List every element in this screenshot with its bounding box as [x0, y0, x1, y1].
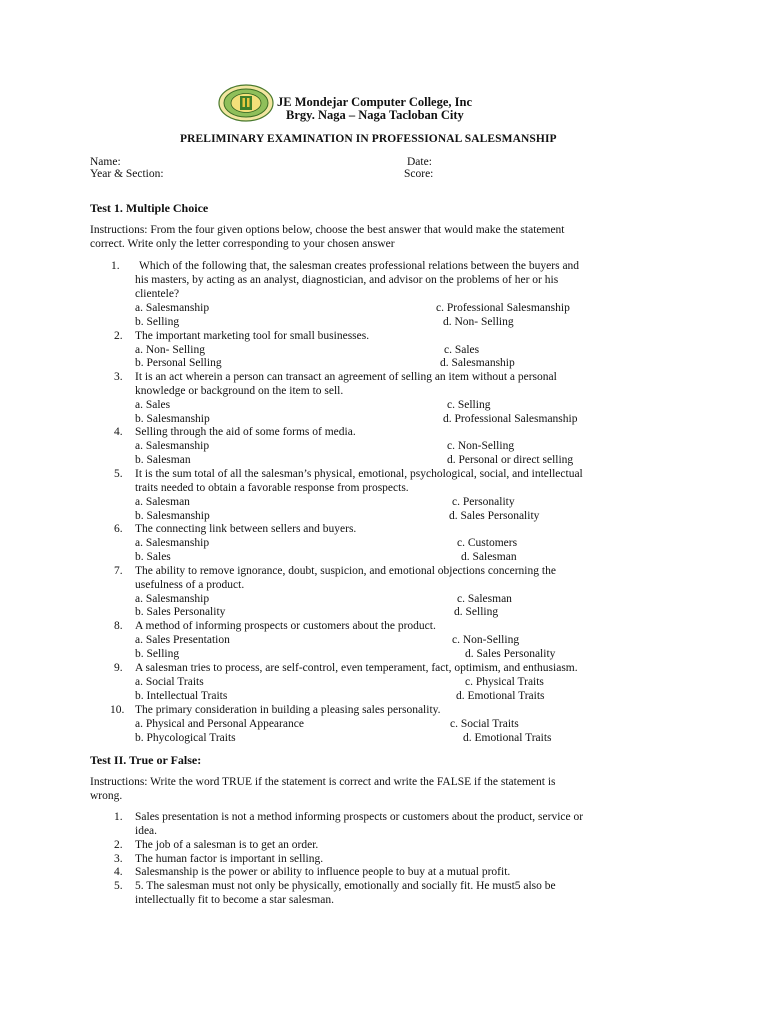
- question-4-text: Selling through the aid of some forms of media.: [135, 426, 356, 438]
- option-c: c. Professional Salesmanship: [436, 302, 570, 314]
- question-8-number: 8.: [114, 620, 123, 632]
- option-d: d. Sales Personality: [449, 510, 540, 522]
- option-b: b. Intellectual Traits: [135, 690, 228, 702]
- option-d: d. Personal or direct selling: [447, 454, 574, 466]
- option-a: a. Salesmanship: [135, 593, 210, 605]
- question-6-text: The connecting link between sellers and buyers.: [135, 523, 357, 535]
- option-d: d. Non- Selling: [443, 316, 514, 328]
- test1-instructions-line1: Instructions: From the four given options below, choose the best answer that would make the statement: [90, 224, 565, 236]
- year-section-label: Year & Section:: [90, 168, 164, 180]
- option-a: a. Salesman: [135, 496, 190, 508]
- question-10-text: The primary consideration in building a pleasing sales personality.: [135, 704, 441, 716]
- option-d: d. Emotional Traits: [456, 690, 545, 702]
- option-d: d. Professional Salesmanship: [443, 413, 578, 425]
- question-7-text: usefulness of a product.: [135, 579, 245, 591]
- option-c: c. Salesman: [457, 593, 512, 605]
- option-a: a. Non- Selling: [135, 344, 205, 356]
- college-address: Brgy. Naga – Naga Tacloban City: [286, 108, 464, 122]
- question-text-line: Which of the following that, the salesman creates professional relations between the buyers and: [139, 260, 580, 272]
- question-text-line: clientele?: [135, 288, 180, 300]
- test2-instructions-line1: Instructions: Write the word TRUE if the statement is correct and write the FALSE if the statement is: [90, 776, 556, 788]
- option-d: d. Emotional Traits: [463, 732, 552, 744]
- option-c: c. Sales: [444, 344, 480, 356]
- option-a: a. Salesmanship: [135, 537, 210, 549]
- option-b: b. Salesman: [135, 454, 191, 466]
- tf-item-3-text: The human factor is important in selling.: [135, 853, 324, 865]
- option-c: c. Personality: [452, 496, 515, 508]
- question-5-number: 5.: [114, 468, 123, 480]
- question-7-text: The ability to remove ignorance, doubt, suspicion, and emotional objections concerning the: [135, 565, 556, 577]
- college-seal-logo: [218, 84, 274, 122]
- option-c: c. Non-Selling: [447, 440, 515, 452]
- question-2-text: The important marketing tool for small businesses.: [135, 330, 370, 342]
- option-b: b. Sales: [135, 551, 171, 563]
- question-5-text: It is the sum total of all the salesman’s physical, emotional, psychological, social, and intellectual: [135, 468, 583, 480]
- option-d: d. Salesmanship: [440, 357, 515, 369]
- option-d: d. Salesman: [461, 551, 517, 563]
- question-4-number: 4.: [114, 426, 123, 438]
- tf-item-2-text: The job of a salesman is to get an order.: [135, 839, 319, 851]
- college-name: JE Mondejar Computer College, Inc: [277, 95, 473, 109]
- question-10-number: 10.: [110, 704, 125, 716]
- tf-item-2-number: 2.: [114, 839, 123, 851]
- question-3-text: It is an act wherein a person can transact an agreement of selling an item without a personal: [135, 371, 557, 383]
- question-7-number: 7.: [114, 565, 123, 577]
- tf-item-1-text: Sales presentation is not a method informing prospects or customers about the product, service or: [135, 811, 584, 823]
- option-a: a. Sales Presentation: [135, 634, 230, 646]
- question-6-number: 6.: [114, 523, 123, 535]
- exam-title: PRELIMINARY EXAMINATION IN PROFESSIONAL SALESMANSHIP: [180, 133, 557, 145]
- option-d: d. Selling: [454, 606, 499, 618]
- question-5-text: traits needed to obtain a favorable response from prospects.: [135, 482, 409, 494]
- option-c: c. Selling: [447, 399, 491, 411]
- option-a: a. Sales: [135, 399, 171, 411]
- option-b: b. Personal Selling: [135, 357, 222, 369]
- tf-item-3-number: 3.: [114, 853, 123, 865]
- option-c: c. Social Traits: [450, 718, 519, 730]
- tf-item-4-text: Salesmanship is the power or ability to influence people to buy at a mutual profit.: [135, 866, 511, 878]
- option-b: b. Selling: [135, 648, 180, 660]
- name-label: Name:: [90, 156, 121, 168]
- option-a: a. Social Traits: [135, 676, 204, 688]
- question-number: 1.: [111, 260, 120, 272]
- tf-item-5-text: intellectually fit to become a star salesman.: [135, 894, 334, 906]
- tf-item-5-text: 5. The salesman must not only be physically, emotionally and socially fit. He must5 also be: [135, 880, 556, 892]
- option-a: a. Physical and Personal Appearance: [135, 718, 304, 730]
- option-c: c. Physical Traits: [465, 676, 544, 688]
- question-2-number: 2.: [114, 330, 123, 342]
- tf-item-1-text: idea.: [135, 825, 158, 837]
- test1-title: Test 1. Multiple Choice: [90, 201, 209, 215]
- option-b: b. Selling: [135, 316, 180, 328]
- option-a: a. Salesmanship: [135, 302, 210, 314]
- option-c: c. Customers: [457, 537, 518, 549]
- test2-instructions-line2: wrong.: [90, 790, 123, 802]
- question-text-line: his masters, by acting as an analyst, diagnostician, and advisor on the problems of her or his: [135, 274, 559, 286]
- option-b: b. Salesmanship: [135, 413, 210, 425]
- option-a: a. Salesmanship: [135, 440, 210, 452]
- option-c: c. Non-Selling: [452, 634, 520, 646]
- score-label: Score:: [404, 168, 434, 180]
- option-d: d. Sales Personality: [465, 648, 556, 660]
- tf-item-4-number: 4.: [114, 866, 123, 878]
- question-3-text: knowledge or background on the item to sell.: [135, 385, 344, 397]
- question-9-number: 9.: [114, 662, 123, 674]
- tf-item-1-number: 1.: [114, 811, 123, 823]
- test2-title: Test II. True or False:: [90, 753, 202, 767]
- option-b: b. Salesmanship: [135, 510, 210, 522]
- option-b: b. Phycological Traits: [135, 732, 236, 744]
- question-3-number: 3.: [114, 371, 123, 383]
- question-8-text: A method of informing prospects or customers about the product.: [135, 620, 436, 632]
- date-label: Date:: [407, 156, 432, 168]
- option-b: b. Sales Personality: [135, 606, 226, 618]
- test1-instructions-line2: correct. Write only the letter corresponding to your chosen answer: [90, 238, 395, 250]
- question-9-text: A salesman tries to process, are self-control, even temperament, fact, optimism, and enthusiasm.: [135, 662, 578, 674]
- tf-item-5-number: 5.: [114, 880, 123, 892]
